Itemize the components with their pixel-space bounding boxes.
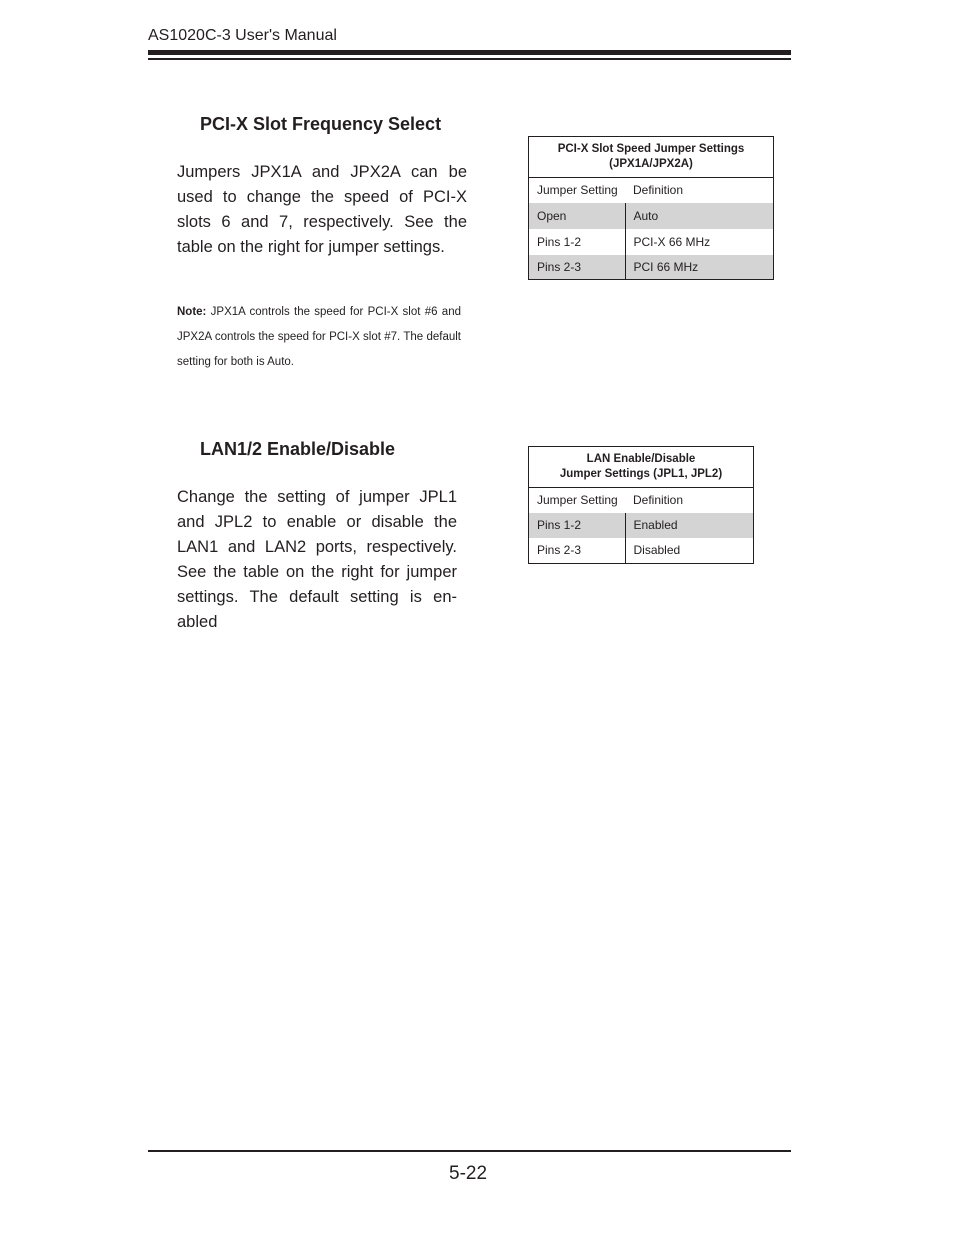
table-cell: Pins 2-3	[529, 538, 626, 564]
table-title-line2: (JPX1A/JPX2A)	[609, 158, 693, 170]
column-header: Definition	[625, 178, 774, 203]
table-row	[529, 255, 774, 280]
table-cell: Open	[529, 203, 626, 229]
table-cell: PCI-X 66 MHz	[633, 234, 711, 249]
table-cell: Enabled	[625, 513, 754, 538]
section-heading-lan: LAN1/2 Enable/Disable	[200, 439, 396, 459]
table-row	[529, 229, 774, 255]
pcix-jumper-table	[528, 136, 774, 280]
table-cell: Pins 1-2	[529, 229, 626, 255]
running-header: AS1020C-3 User's Manual	[148, 27, 337, 44]
footer-rule	[148, 1150, 791, 1152]
table-row	[529, 203, 774, 229]
section-heading-pcix: PCI-X Slot Frequency Select	[200, 114, 442, 134]
table-cell: PCI 66 MHz	[625, 255, 774, 280]
lan-jumper-table	[528, 446, 754, 564]
header-rule-thin	[148, 58, 791, 60]
column-header: Jumper Setting	[529, 178, 626, 203]
note-body: JPX1A controls the speed for PCI-X slot #6 and JPX2A controls the speed for PCI-X slot #7. The default setting for both is Auto.	[177, 306, 461, 368]
table-title	[529, 137, 774, 178]
note-label: Note:	[177, 306, 207, 318]
table-row	[529, 513, 754, 538]
header-rule-thick	[148, 50, 791, 55]
note-paragraph	[177, 300, 461, 375]
table-row	[529, 538, 754, 564]
table-cell: Pins 1-2	[529, 513, 626, 538]
section-paragraph-pcix: Jumpers JPX1A and JPX2A can be used to change the speed of PCI-X slots 6 and 7, respectively. See the table on the right for jumper settings.	[177, 163, 467, 256]
table-title-line1: PCI-X Slot Speed Jumper Settings	[557, 143, 745, 155]
table-header-row	[529, 488, 754, 513]
table-title-line2: Jumper Settings (JPL1, JPL2)	[559, 468, 723, 480]
column-header: Jumper Setting	[529, 488, 626, 513]
section-paragraph-lan: Change the setting of jumper JPL1 and JPL2 to enable or disable the LAN1 and LAN2 ports, respectively. See the table on the right for jumper settings. The default setting is en-abled	[177, 488, 457, 631]
table-title-line1: LAN Enable/Disable	[586, 453, 696, 465]
page-number: 5-22	[449, 1163, 488, 1184]
table-cell: Disabled	[633, 543, 681, 558]
table-cell: Auto	[625, 203, 774, 229]
table-cell: Pins 2-3	[529, 255, 626, 280]
table-title	[529, 447, 754, 488]
table-header-row	[529, 178, 774, 203]
column-header: Definition	[625, 488, 754, 513]
